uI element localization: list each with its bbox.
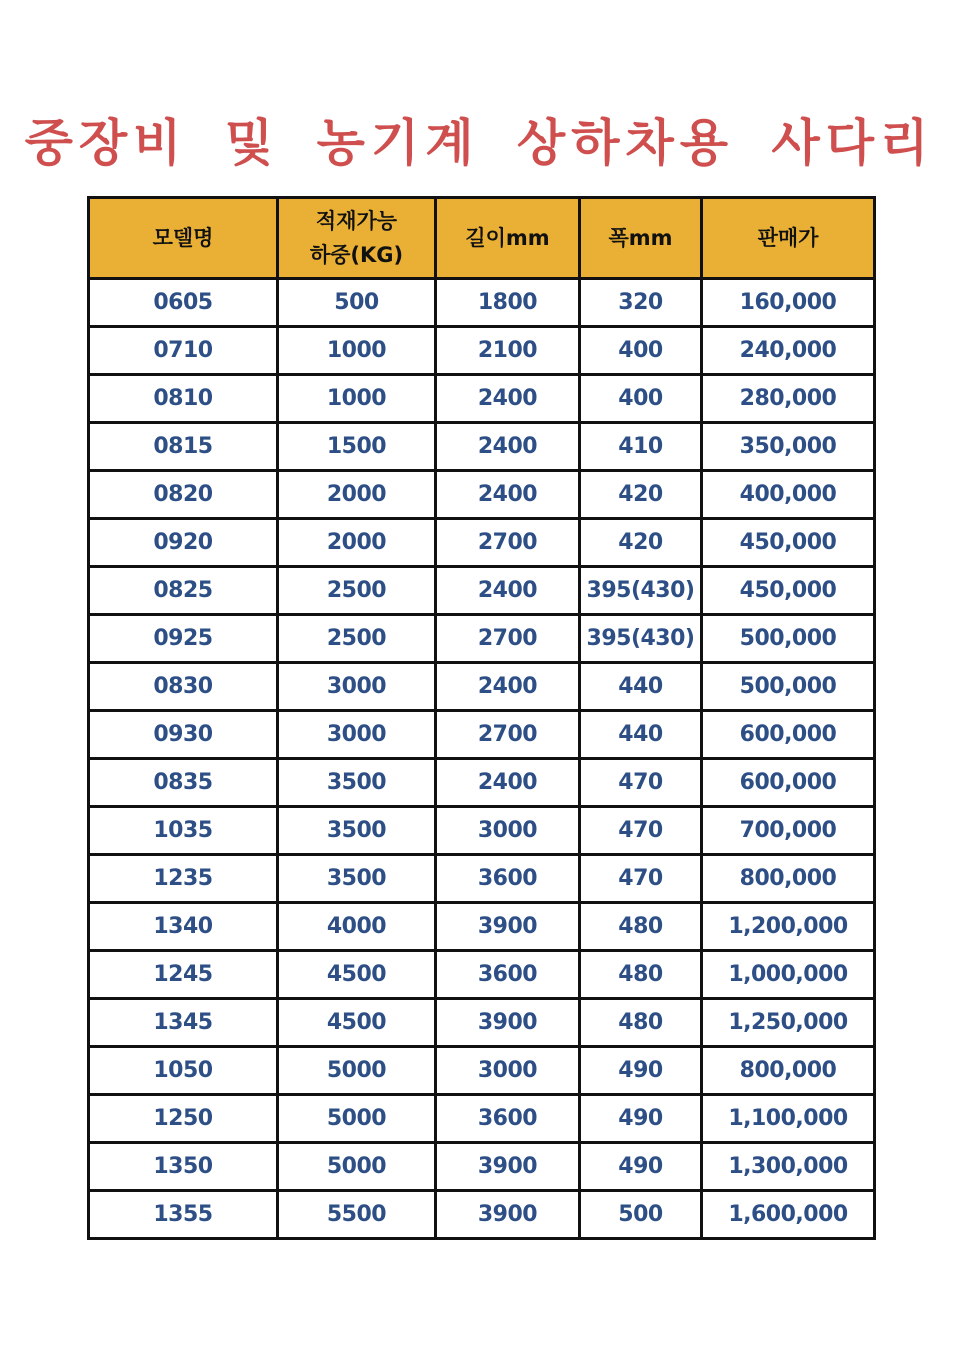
cell-price: 600,000: [702, 759, 875, 807]
cell-load: 2500: [278, 567, 436, 615]
table-row: [89, 279, 875, 327]
cell-width: 500: [580, 1191, 702, 1239]
table-header: [89, 198, 875, 279]
cell-length: 2700: [436, 519, 580, 567]
cell-model: 1035: [89, 807, 278, 855]
cell-load: 5500: [278, 1191, 436, 1239]
cell-price: 1,100,000: [702, 1095, 875, 1143]
ladder-spec-table: [87, 196, 876, 1240]
table-row: [89, 519, 875, 567]
cell-length: 2400: [436, 471, 580, 519]
cell-load: 5000: [278, 1047, 436, 1095]
cell-model: 0835: [89, 759, 278, 807]
table-row: [89, 759, 875, 807]
table-row: [89, 471, 875, 519]
cell-load: 5000: [278, 1095, 436, 1143]
cell-model: 1050: [89, 1047, 278, 1095]
cell-length: 3600: [436, 1095, 580, 1143]
table-row: [89, 423, 875, 471]
cell-price: 450,000: [702, 519, 875, 567]
cell-load: 4500: [278, 951, 436, 999]
cell-load: 3500: [278, 855, 436, 903]
table-row: [89, 375, 875, 423]
cell-model: 1235: [89, 855, 278, 903]
table-row: [89, 663, 875, 711]
header-load-line1: 적재가능: [315, 209, 398, 233]
cell-width: 410: [580, 423, 702, 471]
cell-length: 1800: [436, 279, 580, 327]
cell-load: 3500: [278, 759, 436, 807]
cell-model: 0930: [89, 711, 278, 759]
cell-model: 1340: [89, 903, 278, 951]
cell-model: 0810: [89, 375, 278, 423]
cell-load: 1500: [278, 423, 436, 471]
cell-model: 0925: [89, 615, 278, 663]
table-row: [89, 807, 875, 855]
cell-load: 5000: [278, 1143, 436, 1191]
cell-width: 420: [580, 471, 702, 519]
header-load-capacity: [278, 198, 436, 279]
cell-load: 3500: [278, 807, 436, 855]
table-row: [89, 855, 875, 903]
table-row: [89, 1143, 875, 1191]
cell-length: 2400: [436, 759, 580, 807]
cell-load: 1000: [278, 327, 436, 375]
cell-width: 490: [580, 1095, 702, 1143]
cell-price: 240,000: [702, 327, 875, 375]
cell-model: 0920: [89, 519, 278, 567]
cell-length: 3600: [436, 951, 580, 999]
header-model: 모델명: [89, 198, 278, 279]
table-row: [89, 1095, 875, 1143]
header-length: 길이mm: [436, 198, 580, 279]
cell-length: 2700: [436, 711, 580, 759]
cell-model: 1345: [89, 999, 278, 1047]
cell-price: 1,200,000: [702, 903, 875, 951]
cell-model: 0710: [89, 327, 278, 375]
cell-price: 600,000: [702, 711, 875, 759]
cell-width: 480: [580, 903, 702, 951]
header-width: 폭mm: [580, 198, 702, 279]
cell-model: 0825: [89, 567, 278, 615]
cell-load: 2000: [278, 471, 436, 519]
cell-load: 4000: [278, 903, 436, 951]
cell-model: 1355: [89, 1191, 278, 1239]
table-row: [89, 1191, 875, 1239]
cell-length: 3900: [436, 999, 580, 1047]
page-title: 중장비 및 농기계 상하차용 사다리: [24, 114, 935, 172]
cell-length: 2700: [436, 615, 580, 663]
header-row: [89, 198, 875, 279]
cell-model: 0815: [89, 423, 278, 471]
cell-price: 800,000: [702, 1047, 875, 1095]
cell-load: 1000: [278, 375, 436, 423]
cell-width: 490: [580, 1143, 702, 1191]
header-price: 판매가: [702, 198, 875, 279]
cell-length: 3900: [436, 903, 580, 951]
cell-model: 1245: [89, 951, 278, 999]
cell-width: 470: [580, 855, 702, 903]
cell-width: 320: [580, 279, 702, 327]
cell-model: 1350: [89, 1143, 278, 1191]
cell-price: 1,600,000: [702, 1191, 875, 1239]
cell-price: 1,000,000: [702, 951, 875, 999]
cell-length: 2100: [436, 327, 580, 375]
table-row: [89, 615, 875, 663]
cell-price: 1,300,000: [702, 1143, 875, 1191]
table-row: [89, 999, 875, 1047]
cell-price: 160,000: [702, 279, 875, 327]
cell-price: 280,000: [702, 375, 875, 423]
cell-length: 3000: [436, 807, 580, 855]
cell-price: 350,000: [702, 423, 875, 471]
cell-load: 2500: [278, 615, 436, 663]
cell-price: 500,000: [702, 615, 875, 663]
cell-width: 395(430): [580, 567, 702, 615]
cell-length: 3900: [436, 1143, 580, 1191]
table-row: [89, 903, 875, 951]
cell-model: 1250: [89, 1095, 278, 1143]
cell-length: 2400: [436, 375, 580, 423]
cell-price: 700,000: [702, 807, 875, 855]
cell-model: 0605: [89, 279, 278, 327]
table-row: [89, 327, 875, 375]
cell-width: 470: [580, 807, 702, 855]
cell-width: 440: [580, 711, 702, 759]
cell-length: 3000: [436, 1047, 580, 1095]
cell-width: 420: [580, 519, 702, 567]
cell-price: 500,000: [702, 663, 875, 711]
cell-length: 3900: [436, 1191, 580, 1239]
cell-price: 400,000: [702, 471, 875, 519]
table-row: [89, 567, 875, 615]
cell-width: 395(430): [580, 615, 702, 663]
cell-load: 3000: [278, 663, 436, 711]
cell-width: 400: [580, 375, 702, 423]
cell-width: 490: [580, 1047, 702, 1095]
cell-load: 4500: [278, 999, 436, 1047]
cell-width: 480: [580, 999, 702, 1047]
table-row: [89, 711, 875, 759]
cell-price: 450,000: [702, 567, 875, 615]
cell-width: 440: [580, 663, 702, 711]
table-row: [89, 1047, 875, 1095]
cell-width: 470: [580, 759, 702, 807]
cell-length: 2400: [436, 567, 580, 615]
cell-length: 3600: [436, 855, 580, 903]
cell-model: 0820: [89, 471, 278, 519]
cell-model: 0830: [89, 663, 278, 711]
header-load-line2: 하중(KG): [309, 243, 404, 267]
cell-price: 800,000: [702, 855, 875, 903]
table-row: [89, 951, 875, 999]
cell-width: 480: [580, 951, 702, 999]
table-body: [89, 279, 875, 1239]
cell-load: 2000: [278, 519, 436, 567]
cell-price: 1,250,000: [702, 999, 875, 1047]
cell-length: 2400: [436, 663, 580, 711]
cell-load: 3000: [278, 711, 436, 759]
cell-load: 500: [278, 279, 436, 327]
cell-length: 2400: [436, 423, 580, 471]
cell-width: 400: [580, 327, 702, 375]
